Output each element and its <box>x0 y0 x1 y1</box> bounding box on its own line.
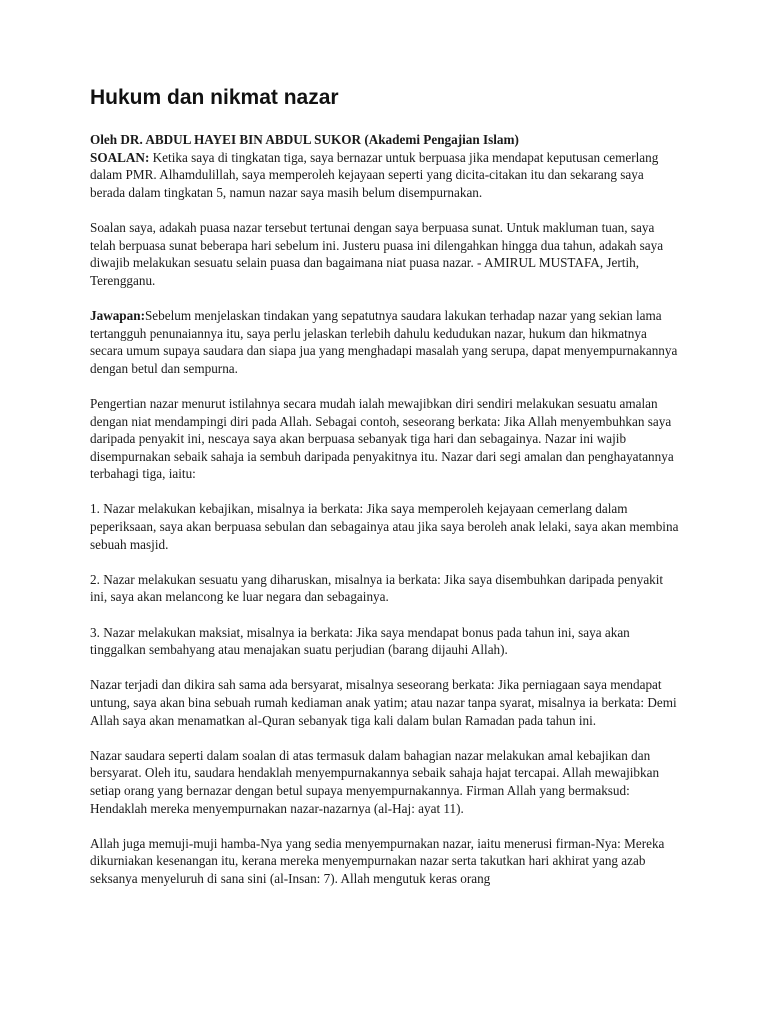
article-title: Hukum dan nikmat nazar <box>90 86 339 109</box>
question-paragraph-2: Soalan saya, adakah puasa nazar tersebut tertunai dengan saya berpuasa sunat. Untuk makluman tuan, saya telah berpuasa sunat beberapa hari sebelum ini. Justeru puasa ini dilengahkan hingga dua tahun, adakah saya diwajib melakukan sesuatu selain puasa dan bagaimana niat puasa nazar. - AMIRUL MUSTAFA, Jertih, Terengganu. <box>90 219 664 288</box>
answer-paragraph <box>90 307 682 377</box>
question-label: SOALAN: <box>90 149 150 165</box>
question-paragraph <box>90 149 682 202</box>
answer-label: Jawapan: <box>90 307 145 323</box>
body-paragraph-type-1: 1. Nazar melakukan kebajikan, misalnya ia berkata: Jika saya memperoleh kejayaan cemerlang dalam peperiksaan, saya akan berpuasa sebulan dan sebagainya atau jika saya beroleh anak lelaki, saya akan membina sebuah masjid. <box>90 501 679 552</box>
answer-text: Sebelum menjelaskan tindakan yang sepatutnya saudara lakukan terhadap nazar yang sekian lama tertangguh penunaiannya itu, saya perlu jelaskan terlebih dahulu kedudukan nazar, hukum dan hikmatnya secara umum supaya saudara dan siapa jua yang menghadapi masalah yang serupa, dapat menyempurnakannya dengan betul dan sempurna. <box>90 307 678 376</box>
body-paragraph-obligation: Nazar saudara seperti dalam soalan di atas termasuk dalam bahagian nazar melakukan amal kebajikan dan bersyarat. Oleh itu, saudara hendaklah menyempurnakannya sebaik sahaja hajat tercapai. Allah mewajibkan setiap orang yang bernazar dengan betul supaya menyempurnakannya. Firman Allah yang bermaksud: Hendaklah mereka menyempurnakan nazar-nazarnya (al-Haj: ayat 11). <box>90 747 660 816</box>
body-paragraph-type-3: 3. Nazar melakukan maksiat, misalnya ia berkata: Jika saya mendapat bonus pada tahun ini, saya akan tinggalkan sembahyang atau menajakan suatu perjudian (barang dijauhi Allah). <box>90 624 630 658</box>
body-paragraph-conditional: Nazar terjadi dan dikira sah sama ada bersyarat, misalnya seseorang berkata: Jika perniagaan saya mendapat untung, saya akan bina sebuah rumah kediaman anak yatim; atau nazar tanpa syarat, misalnya ia berkata: Demi Allah saya akan menamatkan al-Quran sebanyak tiga kali dalam bulan Ramadan pada tahun ini. <box>90 677 677 728</box>
document-page <box>90 85 682 905</box>
body-paragraph-type-2: 2. Nazar melakukan sesuatu yang diharuskan, misalnya ia berkata: Jika saya disembuhkan daripada penyakit ini, saya akan melancong ke luar negara dan sebagainya. <box>90 571 664 605</box>
body-paragraph-definition: Pengertian nazar menurut istilahnya secara mudah ialah mewajibkan diri sendiri melakukan sesuatu amalan dengan niat mendampingi diri pada Allah. Sebagai contoh, seseorang berkata: Jika Allah menyembuhkan saya daripada penyakit ini, nescaya saya akan berpuasa sebanyak tiga hari dan sebagainya. Nazar ini wajib disempurnakan sebaik sahaja ia sembuh daripada penyakitnya itu. Nazar dari segi amalan dan penghayatannya terbahagi tiga, iaitu: <box>90 395 674 482</box>
body-paragraph-praise: Allah juga memuji-muji hamba-Nya yang sedia menyempurnakan nazar, iaitu menerusi firman-Nya: Mereka dikurniakan kesenangan itu, kerana mereka menyempurnakan nazar serta takutkan hari akhirat yang azab seksanya menyeluruh di sana sini (al-Insan: 7). Allah mengutuk keras orang <box>90 835 665 886</box>
question-text: Ketika saya di tingkatan tiga, saya bernazar untuk berpuasa jika mendapat keputusan cemerlang dalam PMR. Alhamdulillah, saya memperoleh kejayaan seperti yang dicita-citakan itu dan sekarang saya berada dalam tingkatan 5, namun nazar saya masih belum disempurnakan. <box>90 149 659 200</box>
author-byline: Oleh DR. ABDUL HAYEI BIN ABDUL SUKOR (Akademi Pengajian Islam) <box>90 132 519 147</box>
